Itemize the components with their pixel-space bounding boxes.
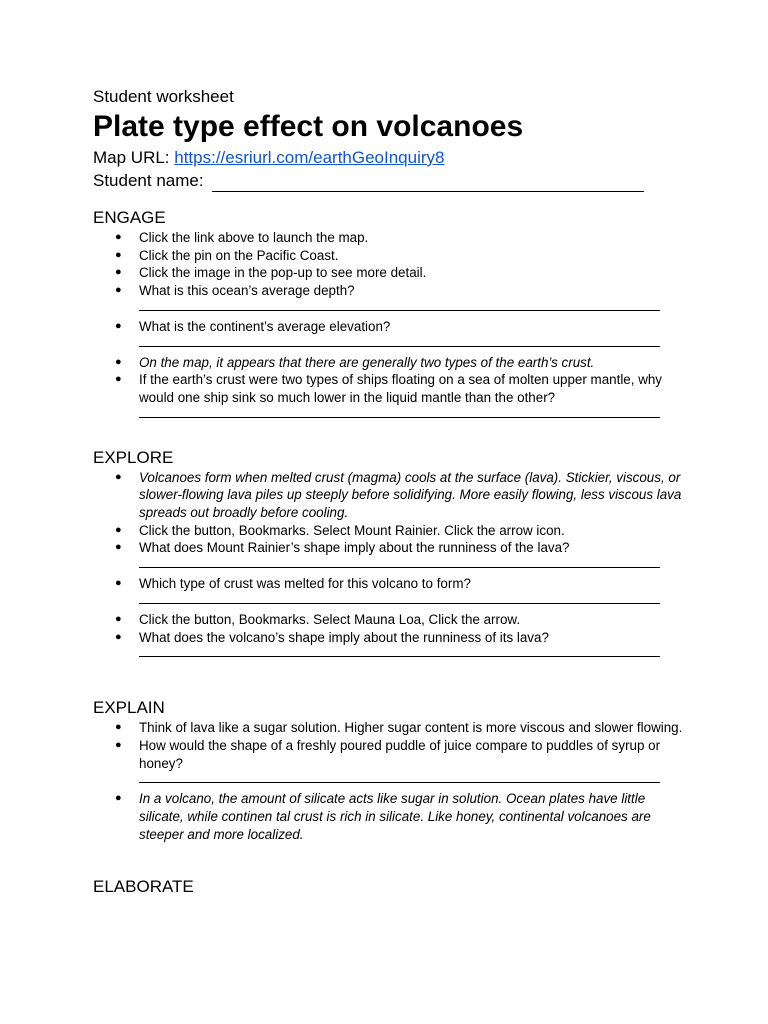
worksheet-subtitle: Student worksheet <box>93 87 234 106</box>
bullet-icon: ● <box>115 355 122 368</box>
bullet-icon: ● <box>115 319 122 332</box>
list-item: ● Volcanoes form when melted crust (magma) cools at the surface (lava). Stickier, viscous, or slower-flowing lava piles up steeply before solidifying. More easily flowing, less viscous lava spreads out broadly before cooling. <box>115 469 682 521</box>
bullet-icon: ● <box>115 792 122 805</box>
answer-line-rainier-shape[interactable] <box>139 557 660 568</box>
bullet-icon: ● <box>115 738 122 751</box>
list-item: ● On the map, it appears that there are generally two types of the earth’s crust. <box>115 354 595 370</box>
answer-line-ships[interactable] <box>139 407 660 418</box>
answer-line-continent-elevation[interactable] <box>139 336 660 347</box>
student-name-line <box>93 169 693 192</box>
map-url-label: Map URL: <box>93 148 175 167</box>
explore-heading: EXPLORE <box>93 447 174 467</box>
bullet-icon: ● <box>115 577 122 590</box>
list-item: ● Which type of crust was melted for this volcano to form? <box>115 576 471 592</box>
list-item: ● Click the image in the pop-up to see more detail. <box>115 265 427 281</box>
bullet-icon: ● <box>115 523 122 536</box>
bullet-icon: ● <box>115 373 122 386</box>
engage-list <box>93 229 693 300</box>
bullet-icon: ● <box>115 612 122 625</box>
list-item: ● If the earth’s crust were two types of ships floating on a sea of molten upper mantle, why would one ship sink so much lower in the liquid mantle than the other? <box>115 372 663 405</box>
bullet-icon: ● <box>115 721 122 734</box>
explain-list <box>93 719 693 772</box>
list-item: ● What is this ocean’s average depth? <box>115 283 355 299</box>
list-item: ● Click the link above to launch the map. <box>115 230 369 245</box>
answer-line-crust-type[interactable] <box>139 593 660 604</box>
bullet-icon: ● <box>115 248 122 261</box>
list-item: ● Click the button, Bookmarks. Select Mount Rainier. Click the arrow icon. <box>115 522 565 538</box>
map-url-link[interactable]: https://esriurl.com/earthGeoInquiry8 <box>174 148 445 167</box>
answer-line-juice-puddle[interactable] <box>139 772 660 783</box>
explain-heading: EXPLAIN <box>93 698 165 718</box>
list-item: ● Click the button, Bookmarks. Select Mauna Loa, Click the arrow. <box>115 611 521 627</box>
list-item: ● In a volcano, the amount of silicate acts like sugar in solution. Ocean plates have little silicate, while continen tal crust is rich in silicate. Like honey, continental volcanoes are steeper and more localized. <box>115 791 651 842</box>
list-item: ● Click the pin on the Pacific Coast. <box>115 247 339 263</box>
student-name-field[interactable] <box>212 174 644 192</box>
worksheet-page <box>93 86 693 898</box>
answer-line-mauna-loa[interactable] <box>139 646 660 657</box>
list-item: ● How would the shape of a freshly poured puddle of juice compare to puddles of syrup or honey? <box>115 737 661 771</box>
bullet-icon: ● <box>115 266 122 279</box>
answer-line-ocean-depth[interactable] <box>139 300 660 311</box>
list-item: ● What does the volcano’s shape imply about the runniness of its lava? <box>115 629 549 645</box>
explore-list <box>93 469 693 558</box>
elaborate-heading: ELABORATE <box>93 877 194 897</box>
map-url-line <box>93 146 693 169</box>
bullet-icon: ● <box>115 630 122 643</box>
engage-heading: ENGAGE <box>93 208 166 227</box>
bullet-icon: ● <box>115 541 122 554</box>
bullet-icon: ● <box>115 470 122 483</box>
bullet-icon: ● <box>115 284 122 297</box>
worksheet-title: Plate type effect on volcanoes <box>93 110 524 143</box>
list-item: ● Think of lava like a sugar solution. Higher sugar content is more viscous and slower flowing. <box>115 720 683 736</box>
bullet-icon: ● <box>115 231 122 243</box>
list-item: ● What does Mount Rainier’s shape imply about the runniness of the lava? <box>115 540 570 556</box>
student-name-label: Student name: <box>93 171 209 190</box>
list-item: ● What is the continent’s average elevation? <box>115 318 391 334</box>
